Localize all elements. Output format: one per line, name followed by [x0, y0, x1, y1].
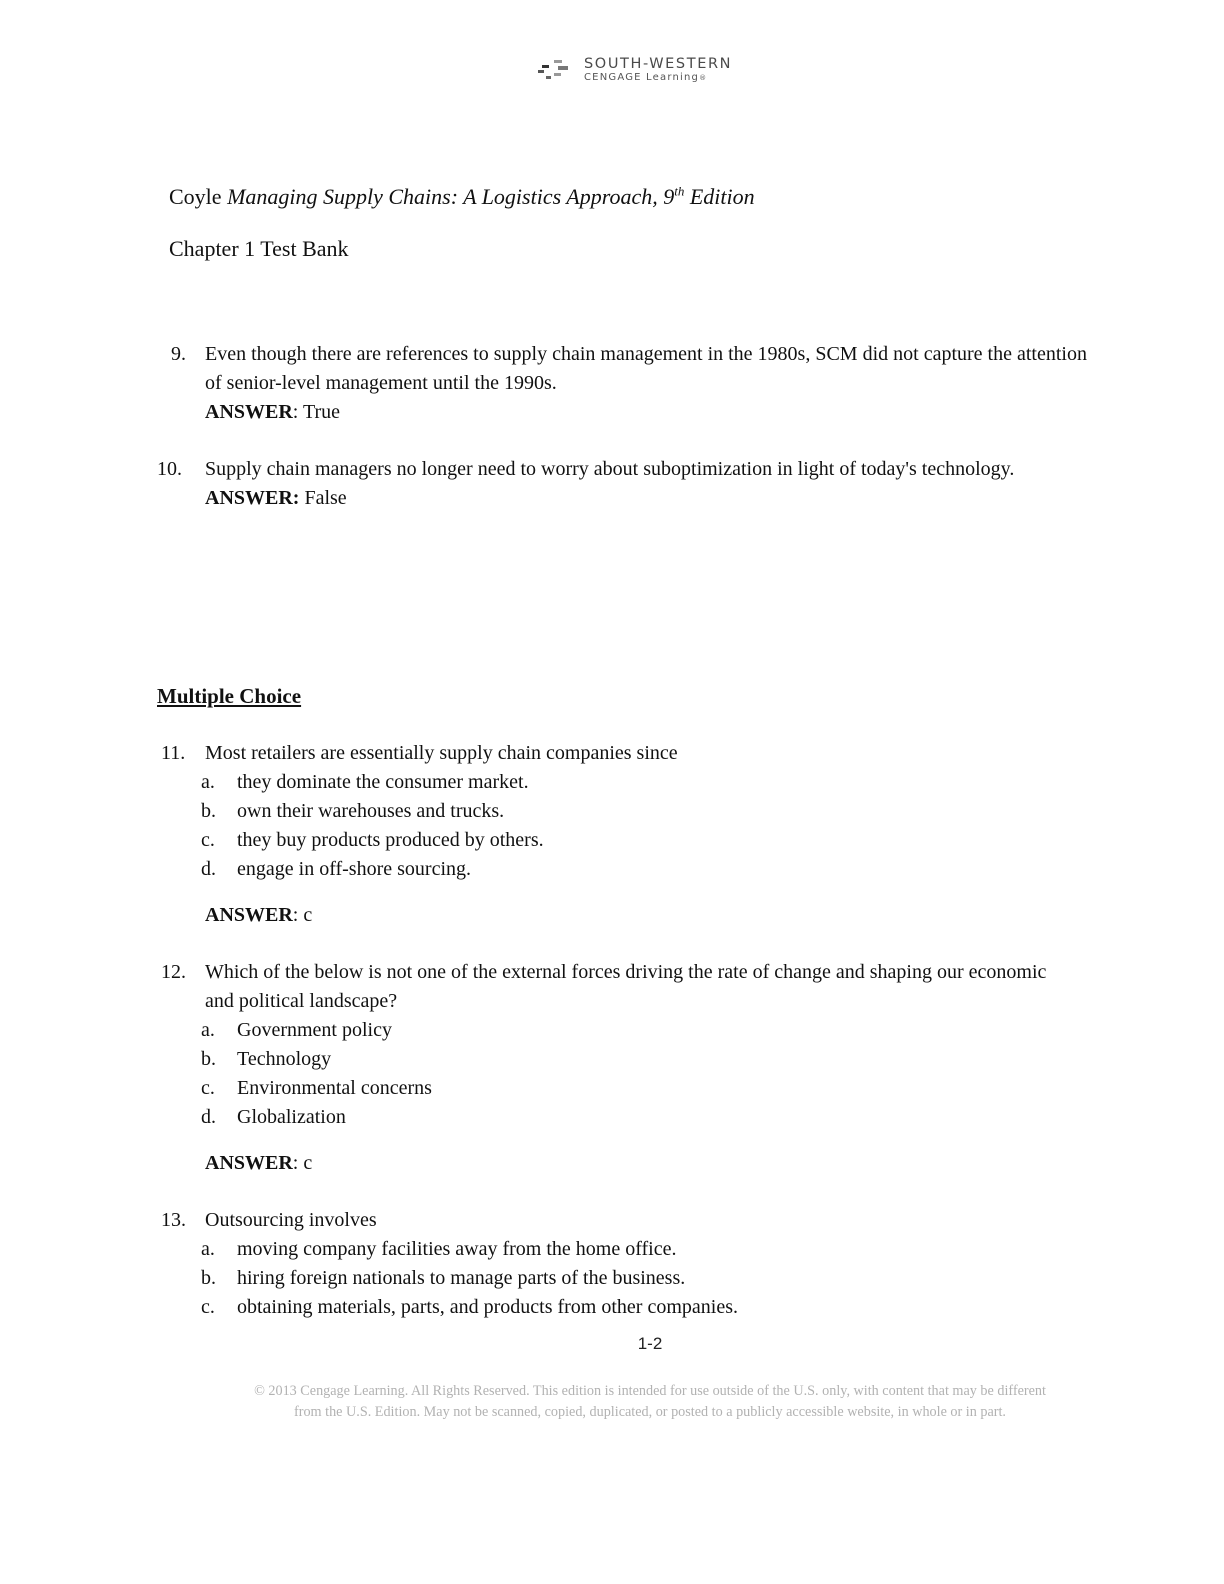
option-text: they dominate the consumer market.	[237, 771, 529, 793]
answer-value: c	[303, 904, 313, 926]
option-text: they buy products produced by others.	[237, 829, 544, 851]
question-text: Outsourcing involves	[205, 1209, 377, 1231]
cengage-mark-icon	[536, 56, 578, 84]
option-letter: d.	[201, 858, 216, 880]
option-b	[201, 797, 1105, 826]
option-letter: a.	[201, 1238, 215, 1260]
option-c	[201, 1074, 1055, 1103]
chapter-title: Chapter 1 Test Bank	[169, 236, 349, 261]
option-c	[201, 826, 1105, 855]
book-name: Managing Supply Chains: A Logistics Approach, 9	[227, 184, 675, 209]
copyright-footer	[150, 1381, 1150, 1423]
option-d	[201, 855, 1105, 884]
section-heading: Multiple Choice	[157, 684, 302, 708]
option-list	[201, 1016, 1055, 1132]
logo-line1: SOUTH-WESTERN	[584, 56, 733, 72]
option-list	[201, 1235, 1105, 1322]
option-letter: a.	[201, 1019, 215, 1041]
question-text: Even though there are references to supply chain management in the 1980s, SCM did not capture the attention of senior-level management until the 1990s.	[205, 343, 1087, 394]
option-d	[201, 1103, 1055, 1132]
option-a	[201, 1235, 1105, 1264]
answer-value: c	[303, 1152, 313, 1174]
option-b	[201, 1045, 1055, 1074]
option-a	[201, 1016, 1055, 1045]
option-text: engage in off-shore sourcing.	[237, 858, 472, 880]
answer-separator: :	[292, 401, 303, 423]
answer-value: True	[303, 401, 341, 423]
option-text: own their warehouses and trucks.	[237, 800, 505, 822]
option-letter: b.	[201, 1048, 216, 1070]
option-letter: c.	[201, 1077, 215, 1099]
edition-suffix: th	[674, 183, 685, 199]
option-letter: b.	[201, 1267, 216, 1289]
option-a	[201, 768, 1105, 797]
option-list	[201, 768, 1105, 884]
option-text: moving company facilities away from the home office.	[237, 1238, 677, 1260]
question-number: 9.	[171, 343, 186, 365]
question-number: 10.	[157, 458, 182, 480]
option-letter: a.	[201, 771, 215, 793]
book-edition: Edition	[684, 184, 755, 209]
option-text: hiring foreign nationals to manage parts of the business.	[237, 1267, 686, 1289]
option-text: Technology	[237, 1048, 332, 1070]
book-author: Coyle	[169, 184, 222, 209]
option-text: Government policy	[237, 1019, 392, 1041]
answer-label: ANSWER	[205, 401, 293, 423]
answer	[205, 901, 1105, 930]
answer-label: ANSWER	[205, 1152, 293, 1174]
logo-tm: ®	[699, 74, 708, 82]
option-c	[201, 1293, 1105, 1322]
question-text: Which of the below is not one of the external forces driving the rate of change and shaping our economic and political landscape?	[205, 961, 1047, 1012]
answer-label: ANSWER	[205, 904, 293, 926]
footer-line-2: from the U.S. Edition. May not be scanned, copied, duplicated, or posted to a publicly accessible website, in whole or in part.	[294, 1404, 1006, 1420]
answer-value: False	[304, 487, 347, 509]
answer	[205, 484, 1125, 513]
logo-line2: CENGAGE Learning	[584, 72, 700, 83]
option-letter: b.	[201, 800, 216, 822]
option-letter: c.	[201, 1296, 215, 1318]
answer-separator: :	[292, 1152, 304, 1174]
answer	[205, 1149, 1055, 1178]
question-number: 13.	[161, 1209, 186, 1231]
option-letter: c.	[201, 829, 215, 851]
option-b	[201, 1264, 1105, 1293]
footer-line-1: © 2013 Cengage Learning. All Rights Reserved. This edition is intended for use outside of the U.S. only, with content that may be different	[254, 1383, 1046, 1399]
question-text: Most retailers are essentially supply chain companies since	[205, 742, 678, 764]
question-text: Supply chain managers no longer need to worry about suboptimization in light of today's technology.	[205, 458, 1015, 480]
answer-separator: :	[292, 904, 304, 926]
option-text: Environmental concerns	[237, 1077, 432, 1099]
option-text: obtaining materials, parts, and products from other companies.	[237, 1296, 738, 1318]
answer-label: ANSWER:	[205, 487, 300, 509]
question-number: 11.	[161, 742, 186, 764]
answer	[205, 398, 1105, 427]
page-number: 1-2	[637, 1334, 663, 1353]
option-letter: d.	[201, 1106, 216, 1128]
option-text: Globalization	[237, 1106, 346, 1128]
question-number: 12.	[161, 961, 186, 983]
book-title	[169, 183, 755, 211]
